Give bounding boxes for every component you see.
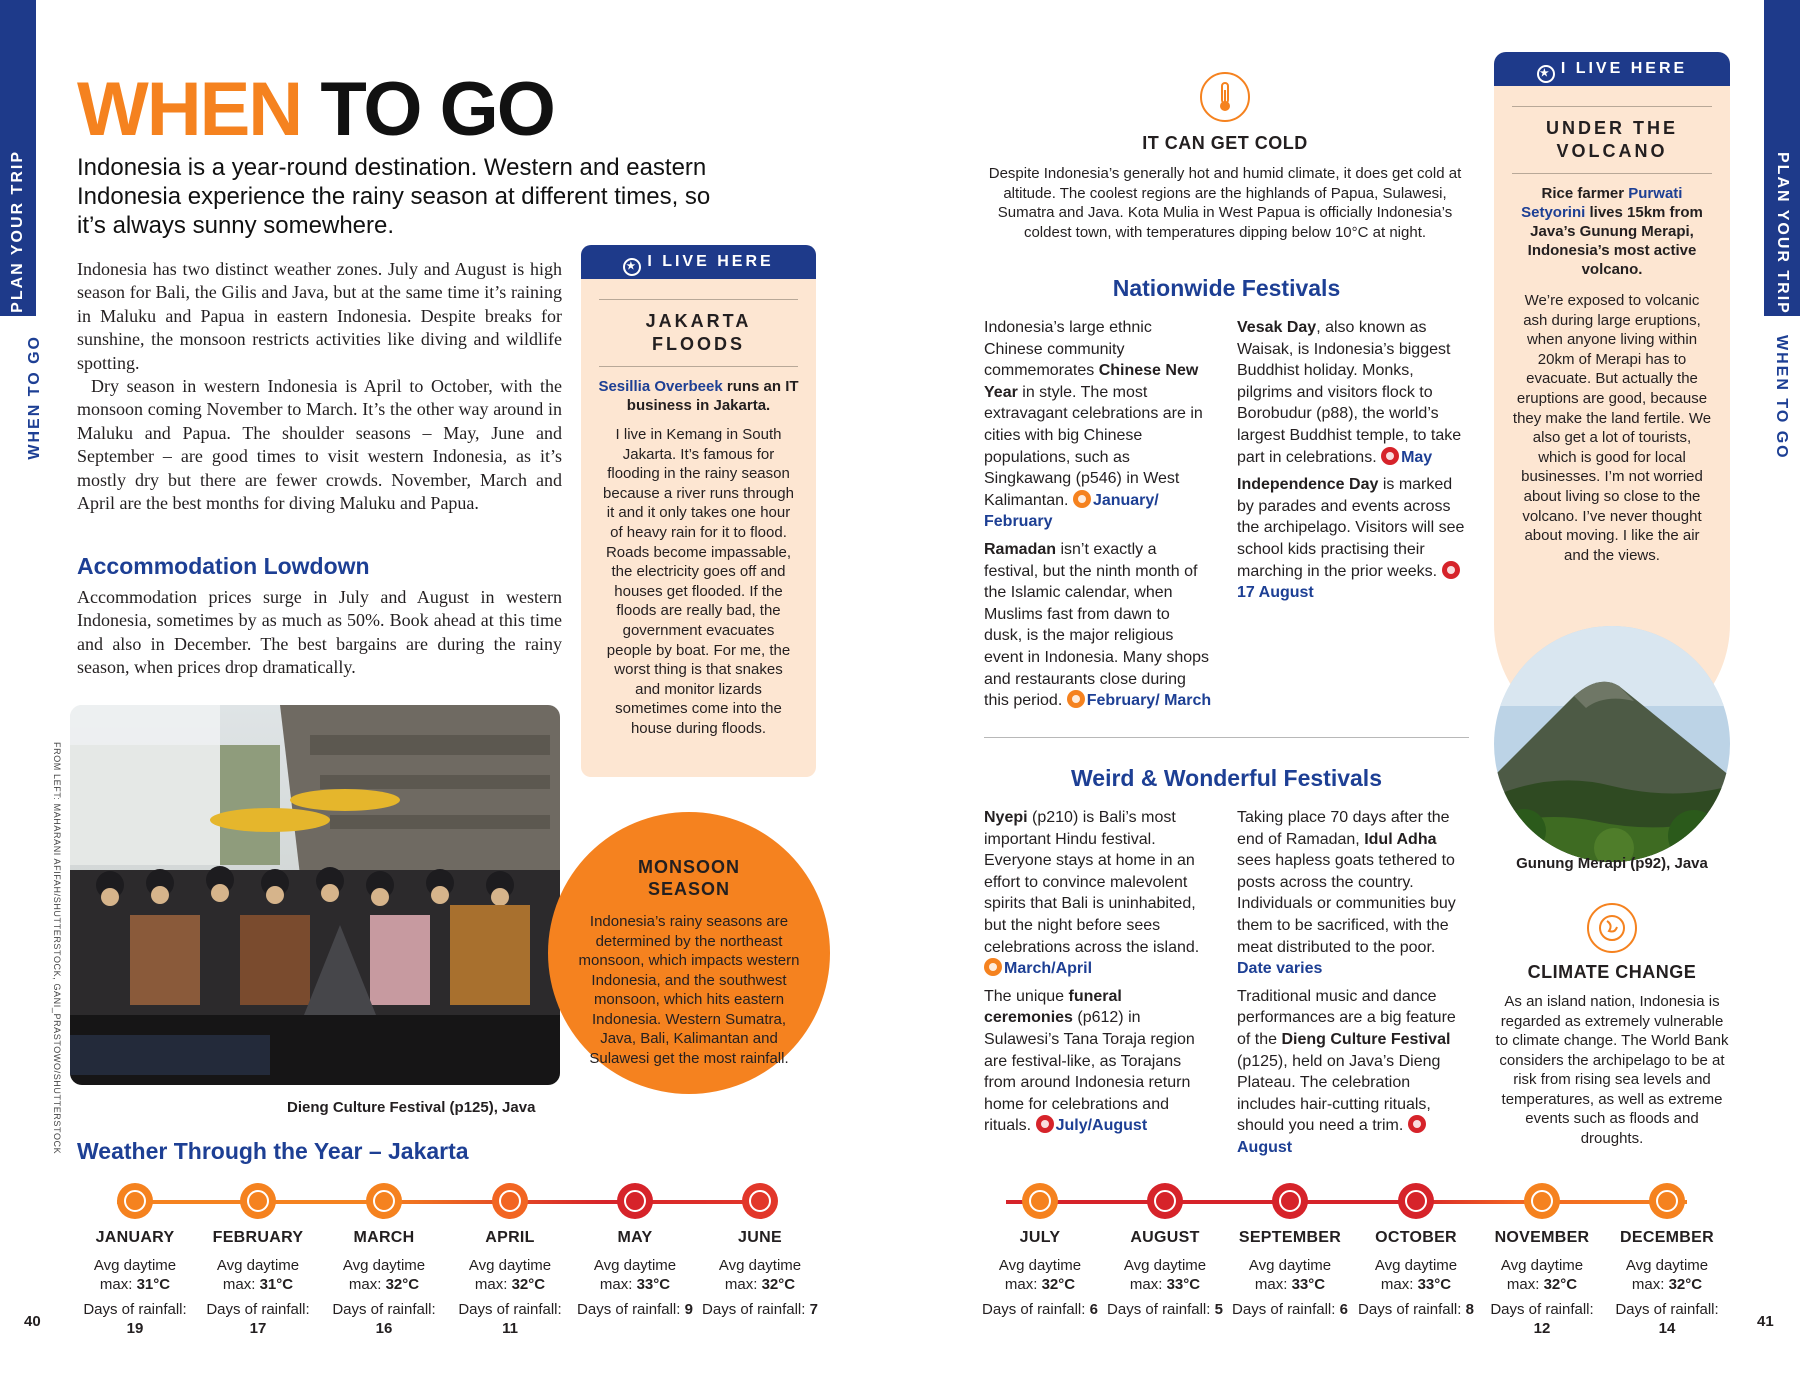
jakarta-floods-box	[581, 245, 816, 777]
rain-cloud-icon	[117, 1183, 153, 1219]
temp-label: Avg daytime max:	[93, 1257, 177, 1293]
weather-month-11	[1609, 1228, 1725, 1338]
volcano-illustration	[1494, 626, 1730, 862]
chinese-post: in style. The most extravagant celebrations are in cities with big Chinese populations, such as Singkawang (p546) in West Kalimantan.	[984, 383, 1203, 509]
rain-days	[200, 1300, 316, 1338]
temp-label: Avg daytime max:	[593, 1257, 677, 1293]
dieng-pre: Traditional music and dance performances are a big feature of the	[1237, 987, 1456, 1048]
right-tab-label: PLAN YOUR TRIP	[1774, 152, 1791, 315]
jakarta-box-rule-bottom	[599, 366, 798, 367]
funeral-pre: The unique	[984, 987, 1069, 1005]
month-name: MARCH	[353, 1229, 415, 1246]
month-name: JUNE	[738, 1229, 782, 1246]
rain-value: 17	[249, 1320, 267, 1337]
volcano-box-rule-top	[1512, 106, 1712, 107]
avg-temp	[1232, 1256, 1348, 1294]
monsoon-title-line1: MONSOON	[637, 857, 740, 877]
rain-label: Days of rainfall:	[702, 1301, 810, 1318]
rain-label: Days of rainfall:	[1358, 1301, 1466, 1318]
weather-timeline-right	[1006, 1200, 1687, 1204]
rain-value: 11	[502, 1320, 518, 1337]
avg-temp	[1484, 1256, 1600, 1294]
avg-temp	[577, 1256, 693, 1294]
independence-entry	[1237, 474, 1472, 604]
left-tab-label: PLAN YOUR TRIP	[9, 150, 26, 313]
volcano-box-title-line1: UNDER THE	[1545, 118, 1678, 138]
volcano-box-title	[1494, 117, 1730, 163]
funeral-text: (p612) in Sulawesi’s Tana Toraja region are festival-like, as Torajans from around Indonesia return home for celebrations and rituals.	[984, 1009, 1195, 1135]
funeral-name: funeral ceremonies	[984, 987, 1122, 1027]
weather-month-3	[452, 1228, 568, 1338]
rain-label: Days of rainfall:	[1615, 1301, 1719, 1318]
rain-cloud-icon	[240, 1183, 276, 1219]
idul-date: Date varies	[1237, 960, 1323, 978]
nationwide-column-left	[984, 317, 1212, 712]
climate-change-icon	[1587, 903, 1637, 953]
sun-icon	[1036, 1115, 1054, 1133]
intro-text	[77, 258, 562, 515]
accommodation-heading: Accommodation Lowdown	[77, 553, 370, 579]
volcano-box-intro	[1508, 184, 1716, 279]
temp-label: Avg daytime max:	[1374, 1257, 1458, 1293]
rain-value: 7	[809, 1301, 818, 1318]
jakarta-box-text: I live in Kemang in South Jakarta. It’s famous for flooding in the rainy season because a river runs through it and it only takes one hour of heavy rain for it to flood. Roads become impassable, the electricity goes off and houses get flooded. If the floods are really bad, the government evacuates people by boat. For me, the worst thing is that snakes and monitor lizards sometimes come into the house during floods.	[603, 426, 794, 737]
temp-label: Avg daytime max:	[1248, 1257, 1332, 1293]
sun-cloud-icon	[984, 958, 1002, 976]
jakarta-box-rule-top	[599, 299, 798, 300]
rain-days	[982, 1300, 1098, 1319]
chinese-pre: Indonesia’s large ethnic Chinese community commemorates	[984, 319, 1152, 380]
rain-value: 6	[1339, 1301, 1348, 1318]
vesak-name: Vesak Day	[1237, 319, 1317, 336]
rain-value: 8	[1465, 1301, 1474, 1318]
ramadan-text: isn’t exactly a festival, but the ninth month of the Islamic calendar, when Muslims fast from dawn to dusk, is the major religious event in Indonesia. Many shops and restaurants close during this period.	[984, 540, 1210, 710]
month-name: MAY	[617, 1229, 653, 1246]
thermometer-icon	[1200, 72, 1250, 122]
climate-glyph	[1589, 905, 1635, 951]
nyepi-text: (p210) is Bali’s most important Hindu festival. Everyone stays at home in an effort to convince malevolent spirits that Bali is uninhabited, but the night before sees celebrations across the island.	[984, 809, 1200, 956]
rain-days	[452, 1300, 568, 1338]
sun-cloud-icon	[1398, 1183, 1434, 1219]
temp-label: Avg daytime max:	[1625, 1257, 1709, 1293]
rain-label: Days of rainfall:	[577, 1301, 685, 1318]
nationwide-heading: Nationwide Festivals	[1112, 275, 1341, 301]
climate-text: As an island nation, Indonesia is regarded as extremely vulnerable to climate change. The World Bank considers the archipelago to be at risk from rising sea levels and temperatures, as well as extreme events such as floods and droughts.	[1495, 993, 1729, 1147]
cold-heading: IT CAN GET COLD	[1142, 133, 1308, 153]
weird-column-right	[1237, 807, 1472, 1159]
page-number-left: 40	[24, 1313, 41, 1330]
sun-icon	[742, 1183, 778, 1219]
weather-month-2	[326, 1228, 442, 1338]
avg-temp	[1358, 1256, 1474, 1294]
sun-cloud-icon	[617, 1183, 653, 1219]
lead-paragraph: Indonesia is a year-round destination. Western and eastern Indonesia experience the rainy season at different times, so it’s always sunny somewhere.	[77, 154, 711, 239]
sun-icon	[1022, 1183, 1058, 1219]
jakarta-box-intro-rest: runs an IT business in Jakarta.	[626, 378, 799, 414]
ramadan-date: February/ March	[1086, 692, 1212, 710]
temp-label: Avg daytime max:	[718, 1257, 802, 1293]
festival-divider	[984, 737, 1469, 738]
rain-value: 16	[375, 1320, 393, 1337]
dieng-text: (p125), held on Java’s Dieng Plateau. The celebration includes hair-cutting rituals, should you need a trim.	[1237, 1052, 1441, 1135]
weather-month-7	[1107, 1228, 1223, 1319]
avg-temp	[452, 1256, 568, 1294]
rain-days	[702, 1300, 818, 1319]
rain-value: 12	[1533, 1320, 1551, 1337]
rain-value: 5	[1214, 1301, 1223, 1318]
dieng-photo-caption: Dieng Culture Festival (p125), Java	[287, 1099, 536, 1116]
pin-icon: ★	[1537, 65, 1555, 83]
rain-value: 14	[1658, 1320, 1676, 1337]
nyepi-name: Nyepi	[984, 809, 1028, 826]
idul-adha-entry	[1237, 807, 1472, 980]
dieng-festival-entry	[1237, 986, 1472, 1159]
idul-adha-name: Idul Adha	[1364, 830, 1437, 848]
funeral-entry	[984, 986, 1212, 1137]
rain-label: Days of rainfall:	[458, 1301, 562, 1318]
chinese-new-year-name: Chinese New Year	[984, 362, 1199, 401]
rain-cloud-icon	[1649, 1183, 1685, 1219]
avg-temp	[1107, 1256, 1223, 1294]
volcano-box-header	[1494, 52, 1730, 86]
sun-cloud-icon	[492, 1183, 528, 1219]
temp-value: 32°C	[1041, 1276, 1076, 1293]
sun-icon	[1272, 1183, 1308, 1219]
gunung-merapi-photo	[1494, 626, 1730, 862]
jakarta-box-title-line2: FLOODS	[652, 334, 745, 354]
nyepi-entry	[984, 807, 1212, 980]
dieng-festival-name: Dieng Culture Festival	[1281, 1030, 1451, 1048]
month-name: NOVEMBER	[1494, 1229, 1590, 1246]
month-name: APRIL	[485, 1229, 535, 1246]
sun-cloud-icon	[1381, 447, 1399, 465]
month-name: FEBRUARY	[212, 1229, 304, 1246]
jakarta-box-title	[581, 310, 816, 356]
right-plan-your-trip-tab	[1764, 0, 1800, 316]
title-rest: TO GO	[320, 67, 554, 152]
vesak-date: May	[1401, 448, 1433, 466]
volcano-resident-name: Purwati Setyorini	[1521, 185, 1683, 221]
pin-icon: ★	[623, 258, 641, 276]
intro-paragraph-2: Dry season in western Indonesia is April to October, with the monsoon coming November to March. It’s the other way around in Maluku and Papua. The shoulder seasons – May, June and September – are good times to visit western Indonesia, as it’s mostly dry but there are fewer crowds. November, March and April are the best months for diving Maluku and Papua.	[77, 376, 562, 514]
volcano-box-rule-bottom	[1512, 173, 1712, 174]
rain-cloud-icon	[366, 1183, 402, 1219]
monsoon-title-line2: SEASON	[647, 879, 731, 899]
rain-label: Days of rainfall:	[1232, 1301, 1340, 1318]
rain-label: Days of rainfall:	[1490, 1301, 1594, 1318]
avg-temp	[200, 1256, 316, 1294]
idul-pre: Taking place 70 days after the end of Ramadan,	[1237, 809, 1450, 848]
left-plan-your-trip-tab	[0, 0, 36, 316]
intro-paragraph-1: Indonesia has two distinct weather zones. July and August is high season for Bali, the Gilis and Java, but at the same time it’s raining in Maluku and Papua in eastern Indonesia. Despite breaks for sunshine, the monsoon restricts activities like diving and wildlife spotting.	[77, 259, 562, 373]
weather-month-4	[577, 1228, 693, 1319]
rain-days	[1232, 1300, 1348, 1319]
temp-value: 33°C	[1417, 1276, 1452, 1293]
jakarta-box-tag: I LIVE HERE	[647, 253, 774, 270]
rain-label: Days of rainfall:	[206, 1301, 310, 1318]
sun-icon	[1408, 1115, 1426, 1133]
temp-value: 32°C	[1668, 1276, 1703, 1293]
funeral-date: July/August	[1055, 1117, 1148, 1135]
left-section-label: WHEN TO GO	[26, 335, 43, 460]
dieng-festival-photo	[70, 705, 560, 1085]
month-name: JULY	[1019, 1229, 1061, 1246]
volcano-intro-pre: Rice farmer	[1541, 185, 1629, 202]
monsoon-season-circle	[548, 812, 830, 1094]
vesak-text: , also known as Waisak, is Indonesia’s biggest Buddhist holiday. Monks, pilgrims and visitors flock to Borobudur (p88), the world’s largest Buddhist temple, to take part in celebrations.	[1237, 319, 1462, 466]
cold-text: Despite Indonesia’s generally hot and humid climate, it does get cold at altitude. The coolest regions are the highlands of Papua, Sulawesi, Sumatra and Java. Kota Mulia in West Papua is officially Indonesia’s coldest town, with temperatures dipping below 10°C at night.	[988, 165, 1462, 241]
avg-temp	[982, 1256, 1098, 1294]
photo-credit: FROM LEFT: MAHARANI AFIFAH/SHUTTERSTOCK, GANI_PRASTOWO/SHUTTERSTOCK	[52, 742, 62, 1155]
ramadan-entry	[984, 539, 1212, 712]
right-section-label: WHEN TO GO	[1773, 335, 1790, 460]
weather-month-0	[77, 1228, 193, 1338]
month-name: DECEMBER	[1620, 1229, 1714, 1246]
rain-days	[77, 1300, 193, 1338]
sun-cloud-icon	[1073, 490, 1091, 508]
rain-days	[1107, 1300, 1223, 1319]
dieng-date: August	[1237, 1138, 1293, 1156]
rain-cloud-icon	[1524, 1183, 1560, 1219]
temp-label: Avg daytime max:	[1500, 1257, 1584, 1293]
weird-column-left	[984, 807, 1212, 1137]
jakarta-box-intro	[595, 377, 802, 415]
nyepi-date: March/April	[1004, 960, 1093, 978]
rain-value: 19	[126, 1320, 144, 1337]
page-title	[77, 67, 554, 152]
temp-label: Avg daytime max:	[1123, 1257, 1207, 1293]
avg-temp	[326, 1256, 442, 1294]
jakarta-box-title-line1: JAKARTA	[645, 311, 752, 331]
weather-heading: Weather Through the Year – Jakarta	[77, 1138, 469, 1164]
jakarta-box-header	[581, 245, 816, 279]
independence-text: is marked by parades and events across the archipelago. Visitors will see school kids practising their marching in the prior weeks.	[1237, 476, 1465, 580]
jakarta-resident-name: Sesillia Overbeek	[598, 378, 723, 395]
nationwide-column-right	[1237, 317, 1472, 604]
vesak-entry	[1237, 317, 1472, 468]
independence-date: 17 August	[1237, 584, 1314, 602]
volcano-box-title-line2: VOLCANO	[1556, 141, 1668, 161]
temp-label: Avg daytime max:	[998, 1257, 1082, 1293]
weather-month-1	[200, 1228, 316, 1338]
temp-label: Avg daytime max:	[216, 1257, 300, 1293]
dieng-photo-illustration	[70, 705, 560, 1085]
temp-value: 32°C	[385, 1276, 420, 1293]
temp-value: 31°C	[259, 1276, 294, 1293]
weather-month-6	[982, 1228, 1098, 1319]
temp-value: 32°C	[761, 1276, 796, 1293]
independence-name: Independence Day	[1237, 476, 1379, 494]
rain-label: Days of rainfall:	[332, 1301, 436, 1318]
month-name: SEPTEMBER	[1238, 1229, 1342, 1246]
weather-month-10	[1484, 1228, 1600, 1338]
sun-icon	[1442, 561, 1460, 579]
avg-temp	[702, 1256, 818, 1294]
temp-value: 32°C	[1543, 1276, 1578, 1293]
volcano-caption: Gunung Merapi (p92), Java	[1516, 855, 1708, 872]
rain-days	[1484, 1300, 1600, 1338]
climate-heading: CLIMATE CHANGE	[1527, 962, 1697, 982]
temp-label: Avg daytime max:	[342, 1257, 426, 1293]
sun-icon	[1147, 1183, 1183, 1219]
weather-timeline-left	[117, 1200, 768, 1204]
accommodation-text: Accommodation prices surge in July and August in western Indonesia, sometimes by as much as 50%. Book ahead at this time and also in December. The best bargains are during the rainy season, when prices drop dramatically.	[77, 587, 562, 678]
rain-cloud-icon	[1067, 690, 1085, 708]
monsoon-title	[548, 856, 830, 900]
chinese-new-year-entry	[984, 317, 1212, 533]
volcano-box-tag: I LIVE HERE	[1560, 60, 1688, 77]
title-accent: WHEN	[77, 67, 302, 152]
avg-temp	[77, 1256, 193, 1294]
rain-days	[1609, 1300, 1725, 1338]
month-name: OCTOBER	[1375, 1229, 1457, 1246]
month-name: AUGUST	[1130, 1229, 1200, 1246]
rain-label: Days of rainfall:	[1107, 1301, 1215, 1318]
weather-month-5	[702, 1228, 818, 1319]
temp-value: 33°C	[1291, 1276, 1326, 1293]
weird-heading: Weird & Wonderful Festivals	[1071, 765, 1382, 791]
temp-value: 32°C	[511, 1276, 546, 1293]
temp-value: 31°C	[136, 1276, 171, 1293]
weather-month-9	[1358, 1228, 1474, 1319]
month-name: JANUARY	[95, 1229, 175, 1246]
rain-label: Days of rainfall:	[83, 1301, 187, 1318]
avg-temp	[1609, 1256, 1725, 1294]
temp-value: 33°C	[1166, 1276, 1201, 1293]
temp-label: Avg daytime max:	[468, 1257, 552, 1293]
page-number-right: 41	[1757, 1313, 1774, 1330]
rain-days	[326, 1300, 442, 1338]
rain-value: 6	[1089, 1301, 1098, 1318]
idul-text: sees hapless goats tethered to posts across the country. Individuals or communities buy them to be sacrificed, with the meat distributed to the poor.	[1237, 852, 1456, 956]
rain-days	[577, 1300, 693, 1319]
weather-month-8	[1232, 1228, 1348, 1319]
ramadan-name: Ramadan	[984, 540, 1057, 558]
rain-value: 9	[684, 1301, 693, 1318]
rain-label: Days of rainfall:	[982, 1301, 1090, 1318]
chinese-date: January/ February	[984, 491, 1159, 531]
volcano-box-text: We’re exposed to volcanic ash during large eruptions, when anyone living within 20km of Merapi has to evacuate. But actually the eruptions are good, because they make the land fertile. We also get a lot of tourists, which is good for local businesses. I’m not worried about living so close to the volcano. I’ve never thought about moving. I like the air and the views.	[1512, 292, 1712, 564]
rain-days	[1358, 1300, 1474, 1319]
temp-value: 33°C	[636, 1276, 671, 1293]
thermometer-glyph	[1202, 74, 1248, 120]
monsoon-text: Indonesia’s rainy seasons are determined by the northeast monsoon, which impacts western Indonesia, and the southwest monsoon, which hits eastern Indonesia. Western Sumatra, Java, Bali, Kalimantan and Sulawesi get the most rainfall.	[578, 913, 800, 1067]
volcano-intro-rest: lives 15km from Java’s Gunung Merapi, Indonesia’s most active volcano.	[1527, 204, 1703, 278]
